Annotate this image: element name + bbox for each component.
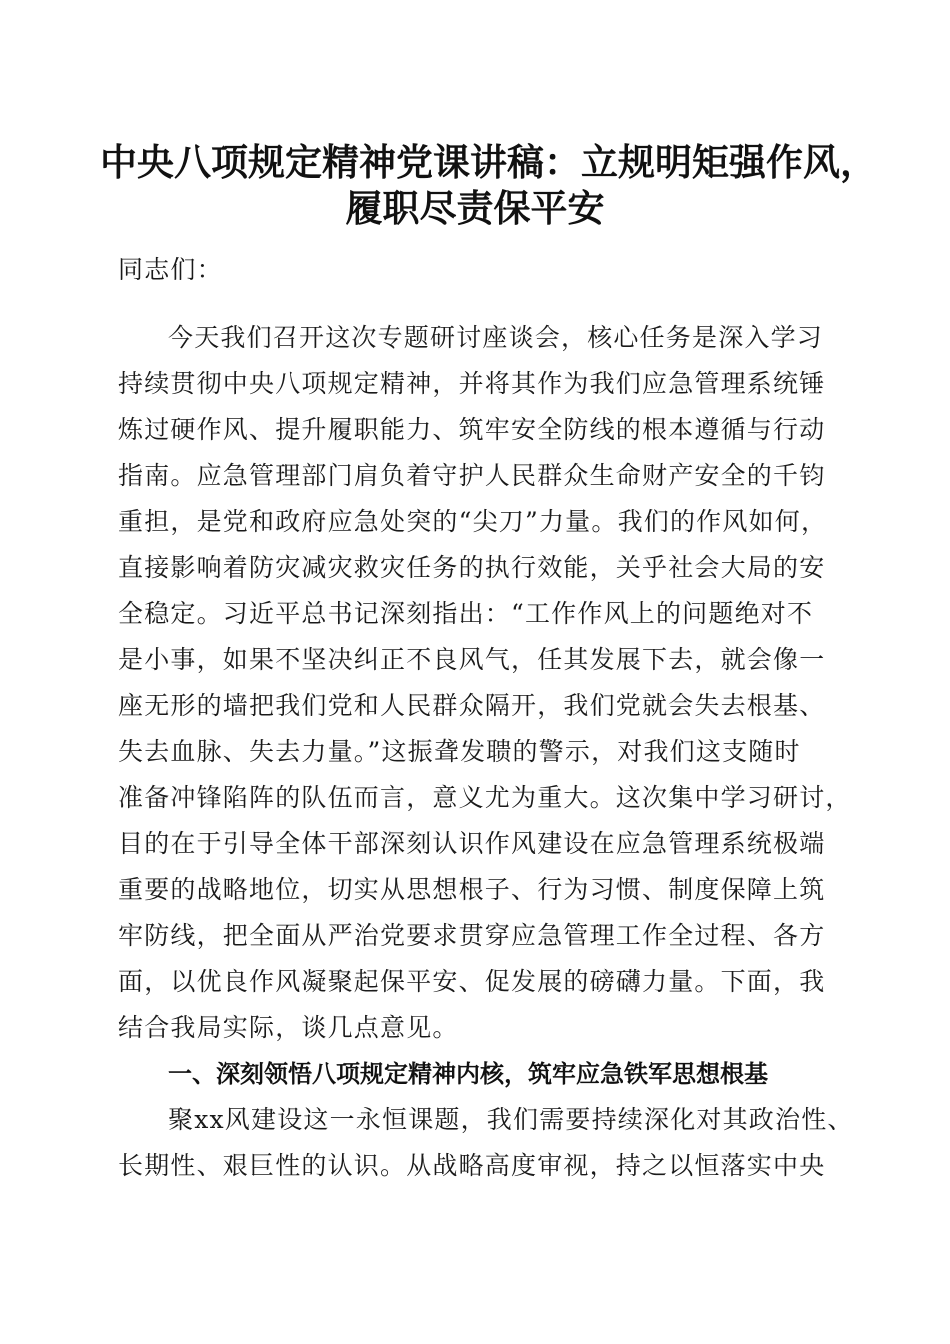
document-title-line-1: 中央八项规定精神党课讲稿：立规明矩强作风， <box>100 140 877 184</box>
intro-line: 准备冲锋陷阵的队伍而言，意义尤为重大。这次集中学习研讨， <box>118 783 852 812</box>
section-line: 聚xx风建设这一永恒课题，我们需要持续深化对其政治性、 <box>168 1105 854 1134</box>
intro-line: 持续贯彻中央八项规定精神，并将其作为我们应急管理系统锤 <box>118 369 826 398</box>
intro-line: 直接影响着防灾减灾救灾任务的执行效能，关乎社会大局的安 <box>118 553 826 582</box>
intro-line: 面，以优良作风凝聚起保平安、促发展的磅礴力量。下面，我 <box>118 967 826 996</box>
intro-line: 指南。应急管理部门肩负着守护人民群众生命财产安全的千钧 <box>118 461 826 490</box>
intro-line: 是小事，如果不坚决纠正不良风气，任其发展下去，就会像一 <box>118 645 826 674</box>
section-heading: 一、深刻领悟八项规定精神内核，筑牢应急铁军思想根基 <box>168 1060 768 1088</box>
intro-line: 座无形的墙把我们党和人民群众隔开，我们党就会失去根基、 <box>118 691 826 720</box>
intro-line: 结合我局实际，谈几点意见。 <box>118 1013 459 1042</box>
document-title-line-2: 履职尽责保平安 <box>345 186 605 230</box>
intro-line: 重担，是党和政府应急处突的“尖刀”力量。我们的作风如何， <box>118 507 828 536</box>
section-line: 长期性、艰巨性的认识。从战略高度审视，持之以恒落实中央 <box>118 1151 826 1180</box>
salutation: 同志们： <box>118 255 223 284</box>
intro-line: 今天我们召开这次专题研讨座谈会，核心任务是深入学习 <box>168 323 824 352</box>
intro-line: 重要的战略地位，切实从思想根子、行为习惯、制度保障上筑 <box>118 875 826 904</box>
intro-line: 牢防线，把全面从严治党要求贯穿应急管理工作全过程、各方 <box>118 921 826 950</box>
intro-line: 全稳定。习近平总书记深刻指出：“工作作风上的问题绝对不 <box>118 599 814 628</box>
intro-line: 失去血脉、失去力量。”这振聋发聩的警示，对我们这支随时 <box>118 737 801 766</box>
intro-line: 炼过硬作风、提升履职能力、筑牢安全防线的根本遵循与行动 <box>118 415 826 444</box>
intro-line: 目的在于引导全体干部深刻认识作风建设在应急管理系统极端 <box>118 829 826 858</box>
